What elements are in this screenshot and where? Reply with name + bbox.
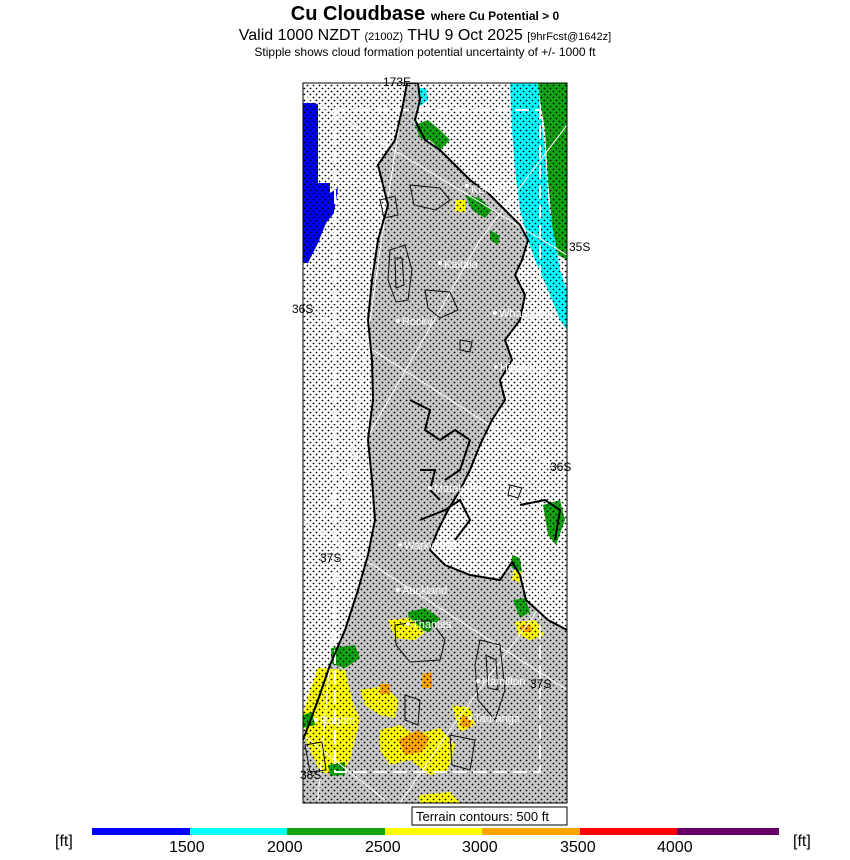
svg-text:Kaitaia: Kaitaia: [444, 259, 478, 271]
legend-bin-4: [385, 828, 482, 835]
svg-text:Matakohe: Matakohe: [434, 483, 483, 495]
place-tauranga: [468, 713, 521, 725]
legend-bin-7: [677, 828, 779, 835]
legend-bin-1: [92, 828, 190, 835]
grid-label-173e: 173E: [383, 75, 412, 89]
svg-text:Hamilton: Hamilton: [482, 676, 526, 688]
place-rockv: [396, 316, 433, 328]
svg-text:Tauranga: Tauranga: [474, 713, 520, 725]
svg-text:Raglan: Raglan: [320, 715, 355, 727]
place-raglan: [314, 715, 355, 727]
svg-text:Auckland: Auckland: [402, 585, 448, 597]
place-hamilton: [476, 676, 525, 688]
grid-label-37s-east: 37S: [530, 677, 552, 691]
svg-text:Hikurangi: Hikurangi: [500, 362, 547, 374]
uncertainty-stipple: [303, 83, 567, 803]
legend-tick-1500: 1500: [169, 839, 205, 856]
grid-label-35s: 35S: [569, 240, 591, 254]
legend-tick-3000: 3000: [462, 839, 498, 856]
legend-bin-5: [482, 828, 580, 835]
grid-label-36s-west: 36S: [292, 302, 314, 316]
legend-colorbar: [92, 828, 779, 835]
place-whangarei: [493, 308, 552, 320]
svg-text:Whangarei: Whangarei: [499, 308, 553, 320]
grid-label-36s-east: 36S: [550, 460, 572, 474]
place-auckland: [396, 585, 447, 597]
legend-bin-2: [190, 828, 287, 835]
svg-text:Thames: Thames: [412, 619, 452, 631]
legend-unit-right: [ft]: [793, 833, 811, 850]
place-matakohe: [428, 483, 482, 495]
chart-title: Cu Cloudbase where Cu Potential > 0: [290, 3, 560, 25]
place-hikurangi: [494, 362, 546, 374]
legend-tick-2500: 2500: [365, 839, 401, 856]
legend-tick-4000: 4000: [657, 839, 693, 856]
stipple-note: Stipple shows cloud formation potential uncertainty of +/- 1000 ft: [254, 45, 596, 59]
legend-tick-2000: 2000: [267, 839, 303, 856]
valid-time: Valid 1000 NZDT (2100Z) THU 9 Oct 2025 [9hrFcst@1642z]: [238, 27, 612, 44]
grid-label-38s: 38S: [300, 768, 322, 782]
place-kerikeri: [465, 184, 508, 196]
legend-bin-3: [287, 828, 385, 835]
legend-tick-3500: 3500: [560, 839, 596, 856]
grid-label-37s-west: 37S: [320, 551, 342, 565]
legend-unit-left: [ft]: [55, 833, 73, 850]
svg-text:Rockv: Rockv: [402, 316, 433, 328]
terrain-note: Terrain contours: 500 ft: [416, 809, 549, 824]
place-warkworth: [398, 540, 456, 552]
svg-text:Kerikeri: Kerikeri: [471, 184, 509, 196]
svg-text:Warkworth: Warkworth: [404, 540, 457, 552]
place-thames: [406, 619, 452, 631]
legend-bin-6: [580, 828, 677, 835]
place-kaitaia: [438, 259, 479, 271]
